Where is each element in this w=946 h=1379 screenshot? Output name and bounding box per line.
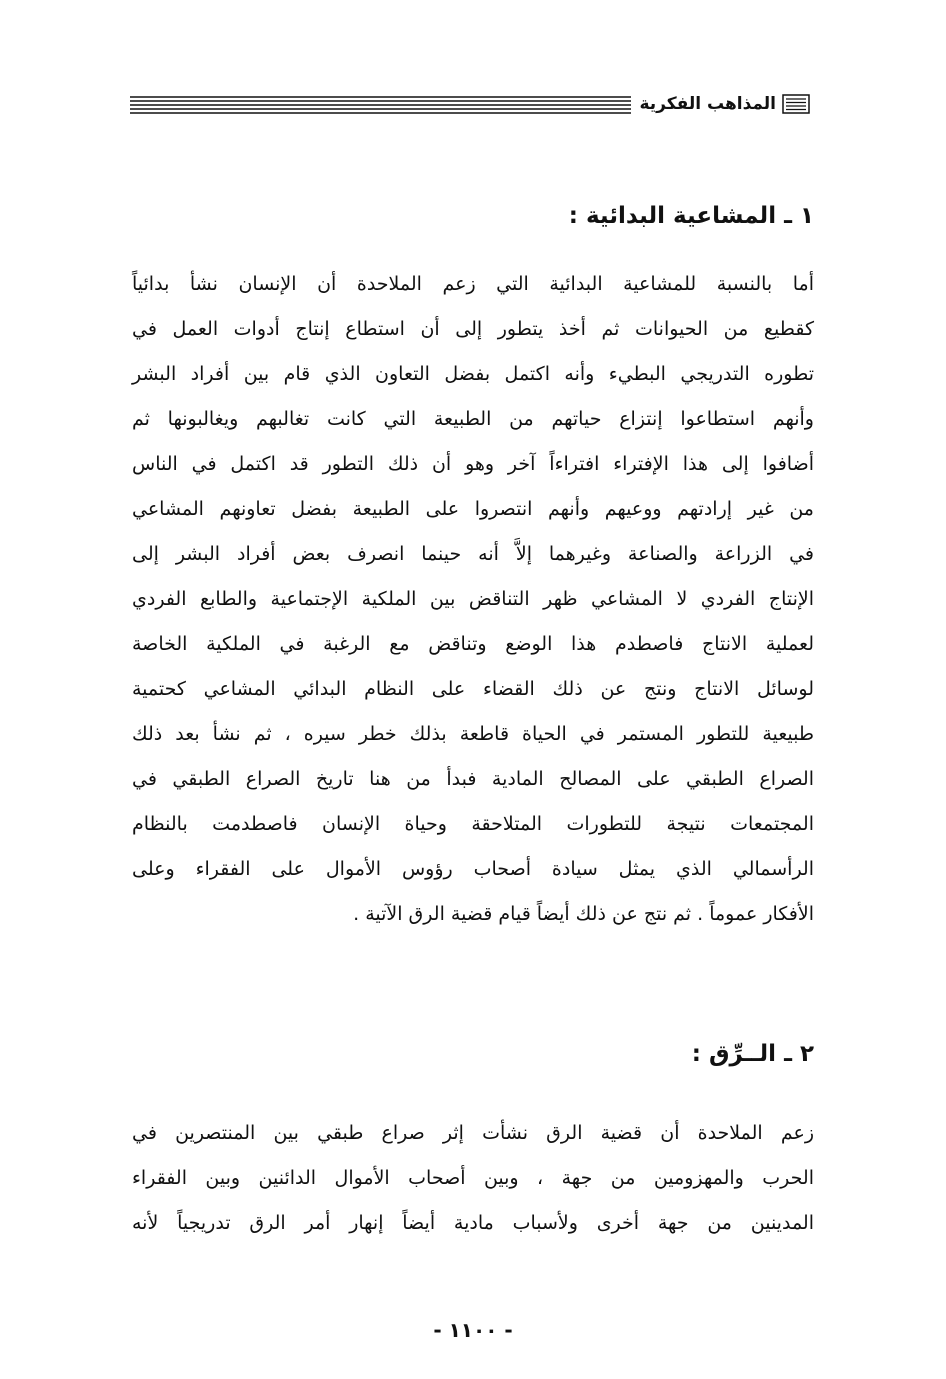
section-heading: ٢ ـ الــرِّق : (691, 1041, 814, 1067)
section-slavery (132, 1034, 814, 1074)
book-lines-icon (782, 94, 810, 114)
text-line: في الزراعة والصناعة وغيرهما إلاَّ أنه حينما انصرف بعض أفراد البشر إلى (132, 543, 814, 565)
text-line: المجتمعات نتيجة للتطورات المتلاحقة وحياة الإنسان فاصطدمت بالنظام (132, 813, 814, 835)
text-line: الصراع الطبقي على المصالح المادية فبدأ من هنا تاريخ الصراع الطبقي في (132, 768, 814, 790)
paragraph (132, 262, 814, 937)
text-line: الأفكار عموماً . ثم نتج عن ذلك أيضاً قيام قضية الرق الآتية . (353, 903, 814, 925)
section-primitive-communism-body (132, 262, 814, 937)
header-title: المذاهب الفكرية (639, 94, 776, 114)
text-line: أما بالنسبة للمشاعية البدائية التي زعم الملاحدة أن الإنسان نشأ بدائياً (132, 273, 814, 295)
text-line: الإنتاج الفردي لا المشاعي ظهر التناقض بين الملكية الإجتماعية والطابع الفردي (132, 588, 814, 610)
section-heading: ١ ـ المشاعية البدائية : (568, 203, 814, 229)
text-line: لوسائل الانتاج ونتج عن ذلك القضاء على النظام البدائي المشاعي كحتمية (132, 678, 814, 700)
text-line: أضافوا إلى هذا الإفتراء افتراءاً آخر وهو أن ذلك التطور قد اكتمل في الناس (132, 453, 814, 475)
section-slavery-body (132, 1111, 814, 1246)
text-line: تطوره التدريجي البطيء وأنه اكتمل بفضل التعاون الذي قام بين أفراد البشر (132, 363, 814, 385)
text-line: كقطيع من الحيوانات ثم أخذ يتطور إلى أن استطاع إنتاج أدوات العمل في (132, 318, 814, 340)
text-line: المدينين من جهة أخرى ولأسباب مادية أيضاً إنهار أمر الرق تدريجياً لأنه (132, 1212, 814, 1234)
page-number: - ١١٠٠ - (433, 1318, 513, 1342)
text-line: الرأسمالي الذي يمثل سيادة أصحاب رؤوس الأموال على الفقراء وعلى (132, 858, 814, 880)
paragraph (132, 1111, 814, 1246)
text-line: من غير إرادتهم ووعيهم وأنهم انتصروا على الطبيعة بفضل تعاونهم المشاعي (132, 498, 814, 520)
section-primitive-communism (132, 196, 814, 236)
text-line: لعملية الانتاج فاصطدم هذا الوضع وتناقض مع الرغبة في الملكية الخاصة (132, 633, 814, 655)
text-line: وأنهم استطاعوا إنتزاع حياتهم من الطبيعة التي كانت تغالبهم ويغالبونها ثم (132, 408, 814, 430)
running-header (130, 88, 810, 120)
header-rule-lines (130, 94, 631, 114)
text-line: طبيعية للتطور المستمر في الحياة قاطعة بذلك خطر سيره ، ثم نشأ بعد ذلك (132, 723, 814, 745)
text-line: زعم الملاحدة أن قضية الرق نشأت إثر صراع طبقي بين المنتصرين في (132, 1122, 814, 1144)
text-line: الحرب والمهزومين من جهة ، وبين أصحاب الأموال الدائنين وبين الفقراء (132, 1167, 814, 1189)
